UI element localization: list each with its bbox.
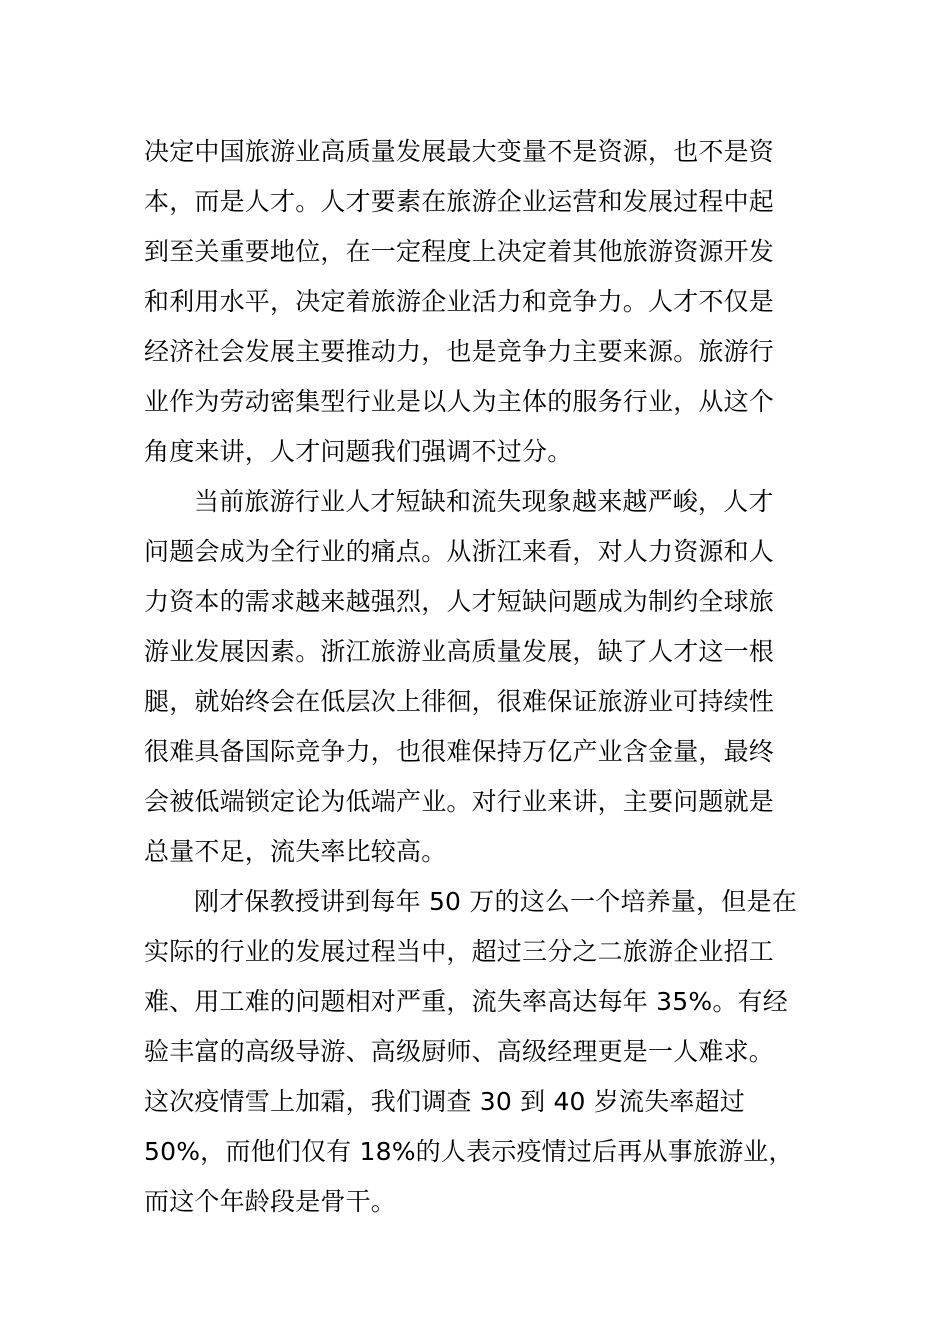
document-body (144, 127, 808, 1227)
text-line: 决定中国旅游业高质量发展最大变量不是资源，也不是资 (144, 137, 775, 166)
text-line: 总量不足，流失率比较高。 (144, 837, 447, 866)
text-line: 当前旅游行业人才短缺和流失现象越来越严峻，人才 (194, 487, 774, 516)
text-line: 而这个年龄段是骨干。 (144, 1187, 397, 1216)
text-line: 实际的行业的发展过程当中，超过三分之二旅游企业招工 (144, 937, 775, 966)
text-line: 角度来讲，人才问题我们强调不过分。 (144, 437, 573, 466)
text-line: 游业发展因素。浙江旅游业高质量发展，缺了人才这一根 (144, 637, 775, 666)
text-line: 难、用工难的问题相对严重，流失率高达每年 35%。有经 (144, 987, 788, 1016)
text-line: 到至关重要地位，在一定程度上决定着其他旅游资源开发 (144, 237, 775, 266)
text-line: 经济社会发展主要推动力，也是竞争力主要来源。旅游行 (144, 337, 775, 366)
text-line: 会被低端锁定论为低端产业。对行业来讲，主要问题就是 (144, 787, 775, 816)
paragraph-3 (144, 877, 808, 1227)
text-line: 这次疫情雪上加霜，我们调查 30 到 40 岁流失率超过 (144, 1087, 746, 1116)
text-line: 腿，就始终会在低层次上徘徊，很难保证旅游业可持续性 (144, 687, 775, 716)
text-line: 力资本的需求越来越强烈，人才短缺问题成为制约全球旅 (144, 587, 775, 616)
text-line: 验丰富的高级导游、高级厨师、高级经理更是一人难求。 (144, 1037, 775, 1066)
paragraph-1 (144, 127, 808, 477)
text-line: 50%，而他们仅有 18%的人表示疫情过后再从事旅游业， (144, 1137, 794, 1166)
text-line: 很难具备国际竞争力，也很难保持万亿产业含金量，最终 (144, 737, 775, 766)
text-line: 业作为劳动密集型行业是以人为主体的服务行业，从这个 (144, 387, 775, 416)
text-line: 问题会成为全行业的痛点。从浙江来看，对人力资源和人 (144, 537, 775, 566)
paragraph-2 (144, 477, 808, 877)
text-line: 刚才保教授讲到每年 50 万的这么一个培养量，但是在 (194, 887, 797, 916)
text-line: 和利用水平，决定着旅游企业活力和竞争力。人才不仅是 (144, 287, 775, 316)
text-line: 本，而是人才。人才要素在旅游企业运营和发展过程中起 (144, 187, 775, 216)
